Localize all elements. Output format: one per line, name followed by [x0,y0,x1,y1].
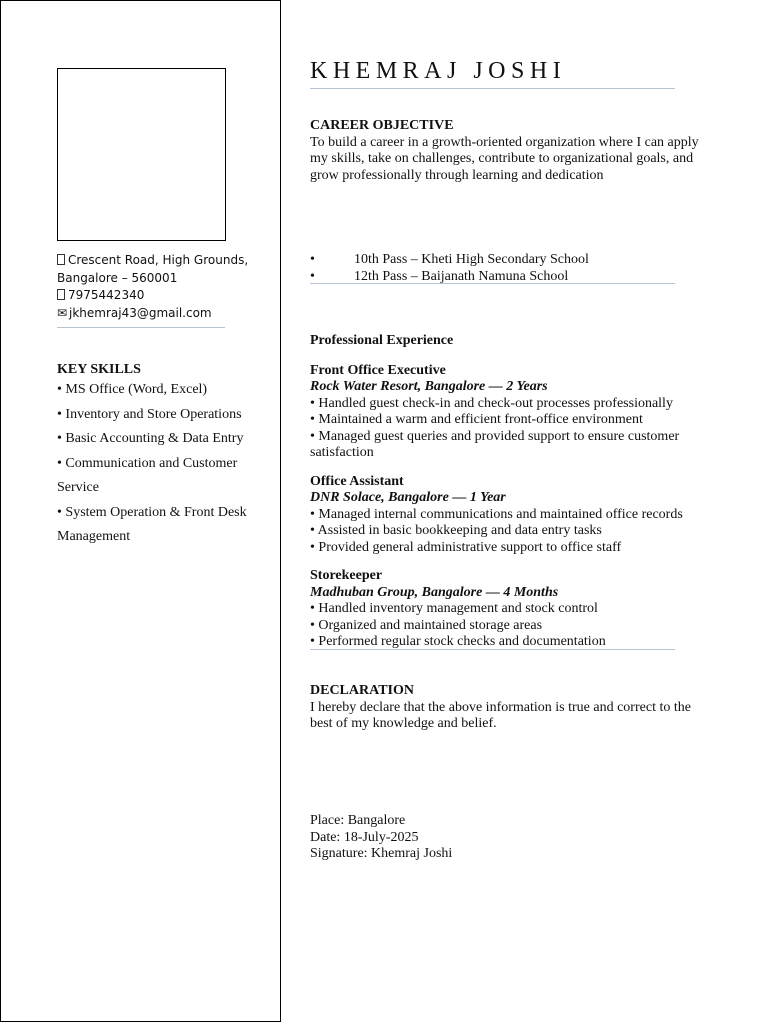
candidate-name: KHEMRAJ JOSHI [310,58,567,84]
job-company: Rock Water Resort, Bangalore — 2 Years [310,379,548,394]
experience-divider [310,649,675,650]
skill-item: • Communication and Customer Service [57,455,238,495]
key-skills-list [57,378,267,550]
location-icon [57,254,65,265]
job-duties [310,601,700,651]
declaration-section [310,683,700,733]
declaration-heading: DECLARATION [310,683,414,698]
education-section [310,251,700,285]
job-duty: • Managed internal communications and maintained office records [310,506,683,522]
place-line: Place: Bangalore [310,813,406,828]
job-entry [310,474,700,557]
job-company: Madhuban Group, Bangalore — 4 Months [310,584,559,600]
address-text: Crescent Road, High Grounds, [68,253,249,267]
job-duties [310,507,700,557]
education-text: 12th Pass – Baijanath Namuna School [354,269,569,284]
contact-divider [57,327,225,328]
phone-icon [57,289,65,300]
career-objective-section [310,118,700,184]
key-skills-section [57,361,267,550]
phone-line [57,287,257,305]
job-duty: • Handled inventory management and stock control [310,601,598,616]
address-line-2 [57,270,257,288]
skill-item: • Basic Accounting & Data Entry [57,431,244,446]
name-divider [310,88,675,89]
job-entry [310,568,700,651]
career-objective-text: To build a career in a growth-oriented organization where I can apply my skills, take on challenges, contribute to organizational goals, and grow professionally through learning and dedication [310,134,699,183]
experience-section [310,333,700,663]
job-title: Office Assistant [310,473,404,489]
skill-item: • Inventory and Store Operations [57,406,242,422]
key-skills-heading: KEY SKILLS [57,362,141,377]
education-text: 10th Pass – Kheti High Secondary School [354,252,589,267]
job-entry [310,363,700,462]
job-duty: • Performed regular stock checks and documentation [310,634,606,649]
signature-line: Signature: Khemraj Joshi [310,846,453,861]
job-title: Front Office Executive [310,362,446,378]
email-icon: ✉ [57,305,68,320]
education-divider [310,283,675,284]
address-line-1 [57,252,257,270]
date-line: Date: 18-July-2025 [310,829,419,845]
job-duty: • Maintained a warm and efficient front-office environment [310,412,643,427]
phone-number: 7975442340 [68,288,145,302]
email-address: jkhemraj43@gmail.com [69,305,212,320]
signature-block [310,813,700,863]
skill-item: • System Operation & Front Desk Management [57,504,247,544]
bullet-marker: • [310,269,315,284]
job-company: DNR Solace, Bangalore — 1 Year [310,490,506,505]
job-duty: • Provided general administrative support to office staff [310,539,622,555]
email-line [57,305,257,323]
education-item [310,251,700,268]
declaration-text: I hereby declare that the above information is true and correct to the best of my knowledge and belief. [310,699,691,731]
job-duty: • Handled guest check-in and check-out processes professionally [310,395,673,411]
job-duty: • Assisted in basic bookkeeping and data entry tasks [310,523,602,538]
experience-heading: Professional Experience [310,333,454,348]
address-city: Bangalore – 560001 [57,270,178,285]
job-duty: • Organized and maintained storage areas [310,617,543,633]
bullet-marker: • [310,252,315,267]
contact-info [57,252,257,322]
career-objective-heading: CAREER OBJECTIVE [310,118,454,133]
skill-item: • MS Office (Word, Excel) [57,382,208,397]
job-duty: • Managed guest queries and provided support to ensure customer satisfaction [310,428,680,460]
job-title: Storekeeper [310,568,383,583]
education-list [310,251,700,285]
job-duties [310,396,700,462]
photo-placeholder [57,68,226,241]
